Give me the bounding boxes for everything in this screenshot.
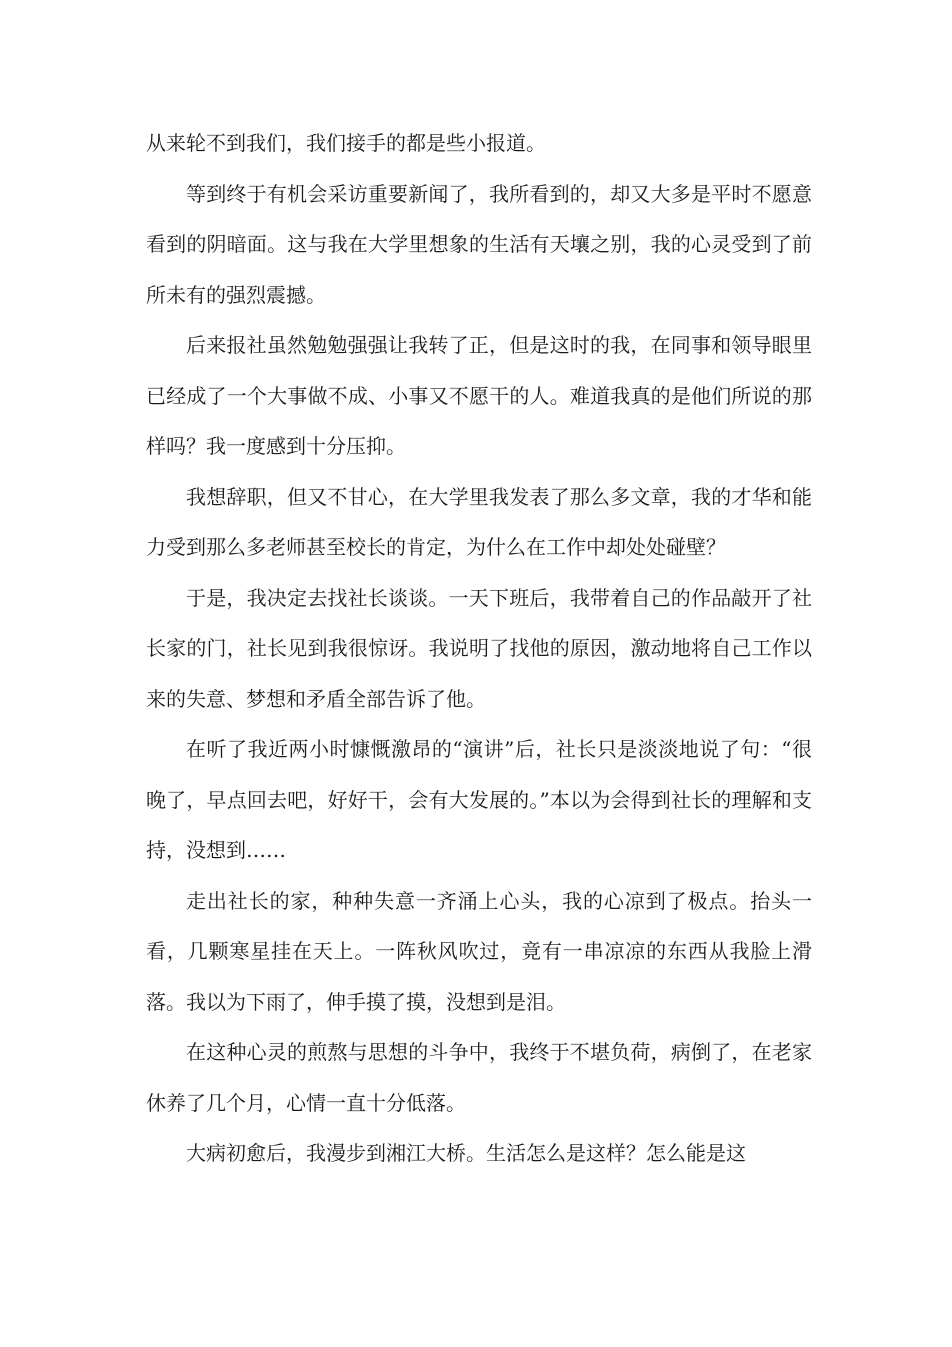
paragraph: 于是，我决定去找社长谈谈。一天下班后，我带着自己的作品敲开了社长家的门，社长见到我很惊讶。我说明了找他的原因，激动地将自己工作以来的失意、梦想和矛盾全部告诉了他。 xyxy=(146,585,812,711)
paragraph: 等到终于有机会采访重要新闻了，我所看到的，却又大多是平时不愿意看到的阴暗面。这与我在大学里想象的生活有天壤之别，我的心灵受到了前所未有的强烈震撼。 xyxy=(146,181,812,307)
paragraph: 走出社长的家，种种失意一齐涌上心头，我的心凉到了极点。抬头一看，几颗寒星挂在天上。一阵秋风吹过，竟有一串凉凉的东西从我脸上滑落。我以为下雨了，伸手摸了摸，没想到是泪。 xyxy=(146,888,812,1014)
paragraph: 大病初愈后，我漫步到湘江大桥。生活怎么是这样？怎么能是这 xyxy=(186,1141,746,1165)
document-body xyxy=(146,118,812,1179)
paragraph: 我想辞职，但又不甘心，在大学里我发表了那么多文章，我的才华和能力受到那么多老师甚至校长的肯定，为什么在工作中却处处碰壁？ xyxy=(146,484,812,559)
paragraph: 后来报社虽然勉勉强强让我转了正，但是这时的我，在同事和领导眼里已经成了一个大事做不成、小事又不愿干的人。难道我真的是他们所说的那样吗？我一度感到十分压抑。 xyxy=(146,333,812,458)
paragraph: 在这种心灵的煎熬与思想的斗争中，我终于不堪负荷，病倒了，在老家休养了几个月，心情一直十分低落。 xyxy=(146,1040,812,1115)
paragraph-continued: 从来轮不到我们，我们接手的都是些小报道。 xyxy=(146,131,546,155)
paragraph: 在听了我近两小时慷慨激昂的“演讲”后，社长只是淡淡地说了句：“很晚了，早点回去吧，好好干，会有大发展的。”本以为会得到社长的理解和支持，没想到…… xyxy=(146,737,812,862)
